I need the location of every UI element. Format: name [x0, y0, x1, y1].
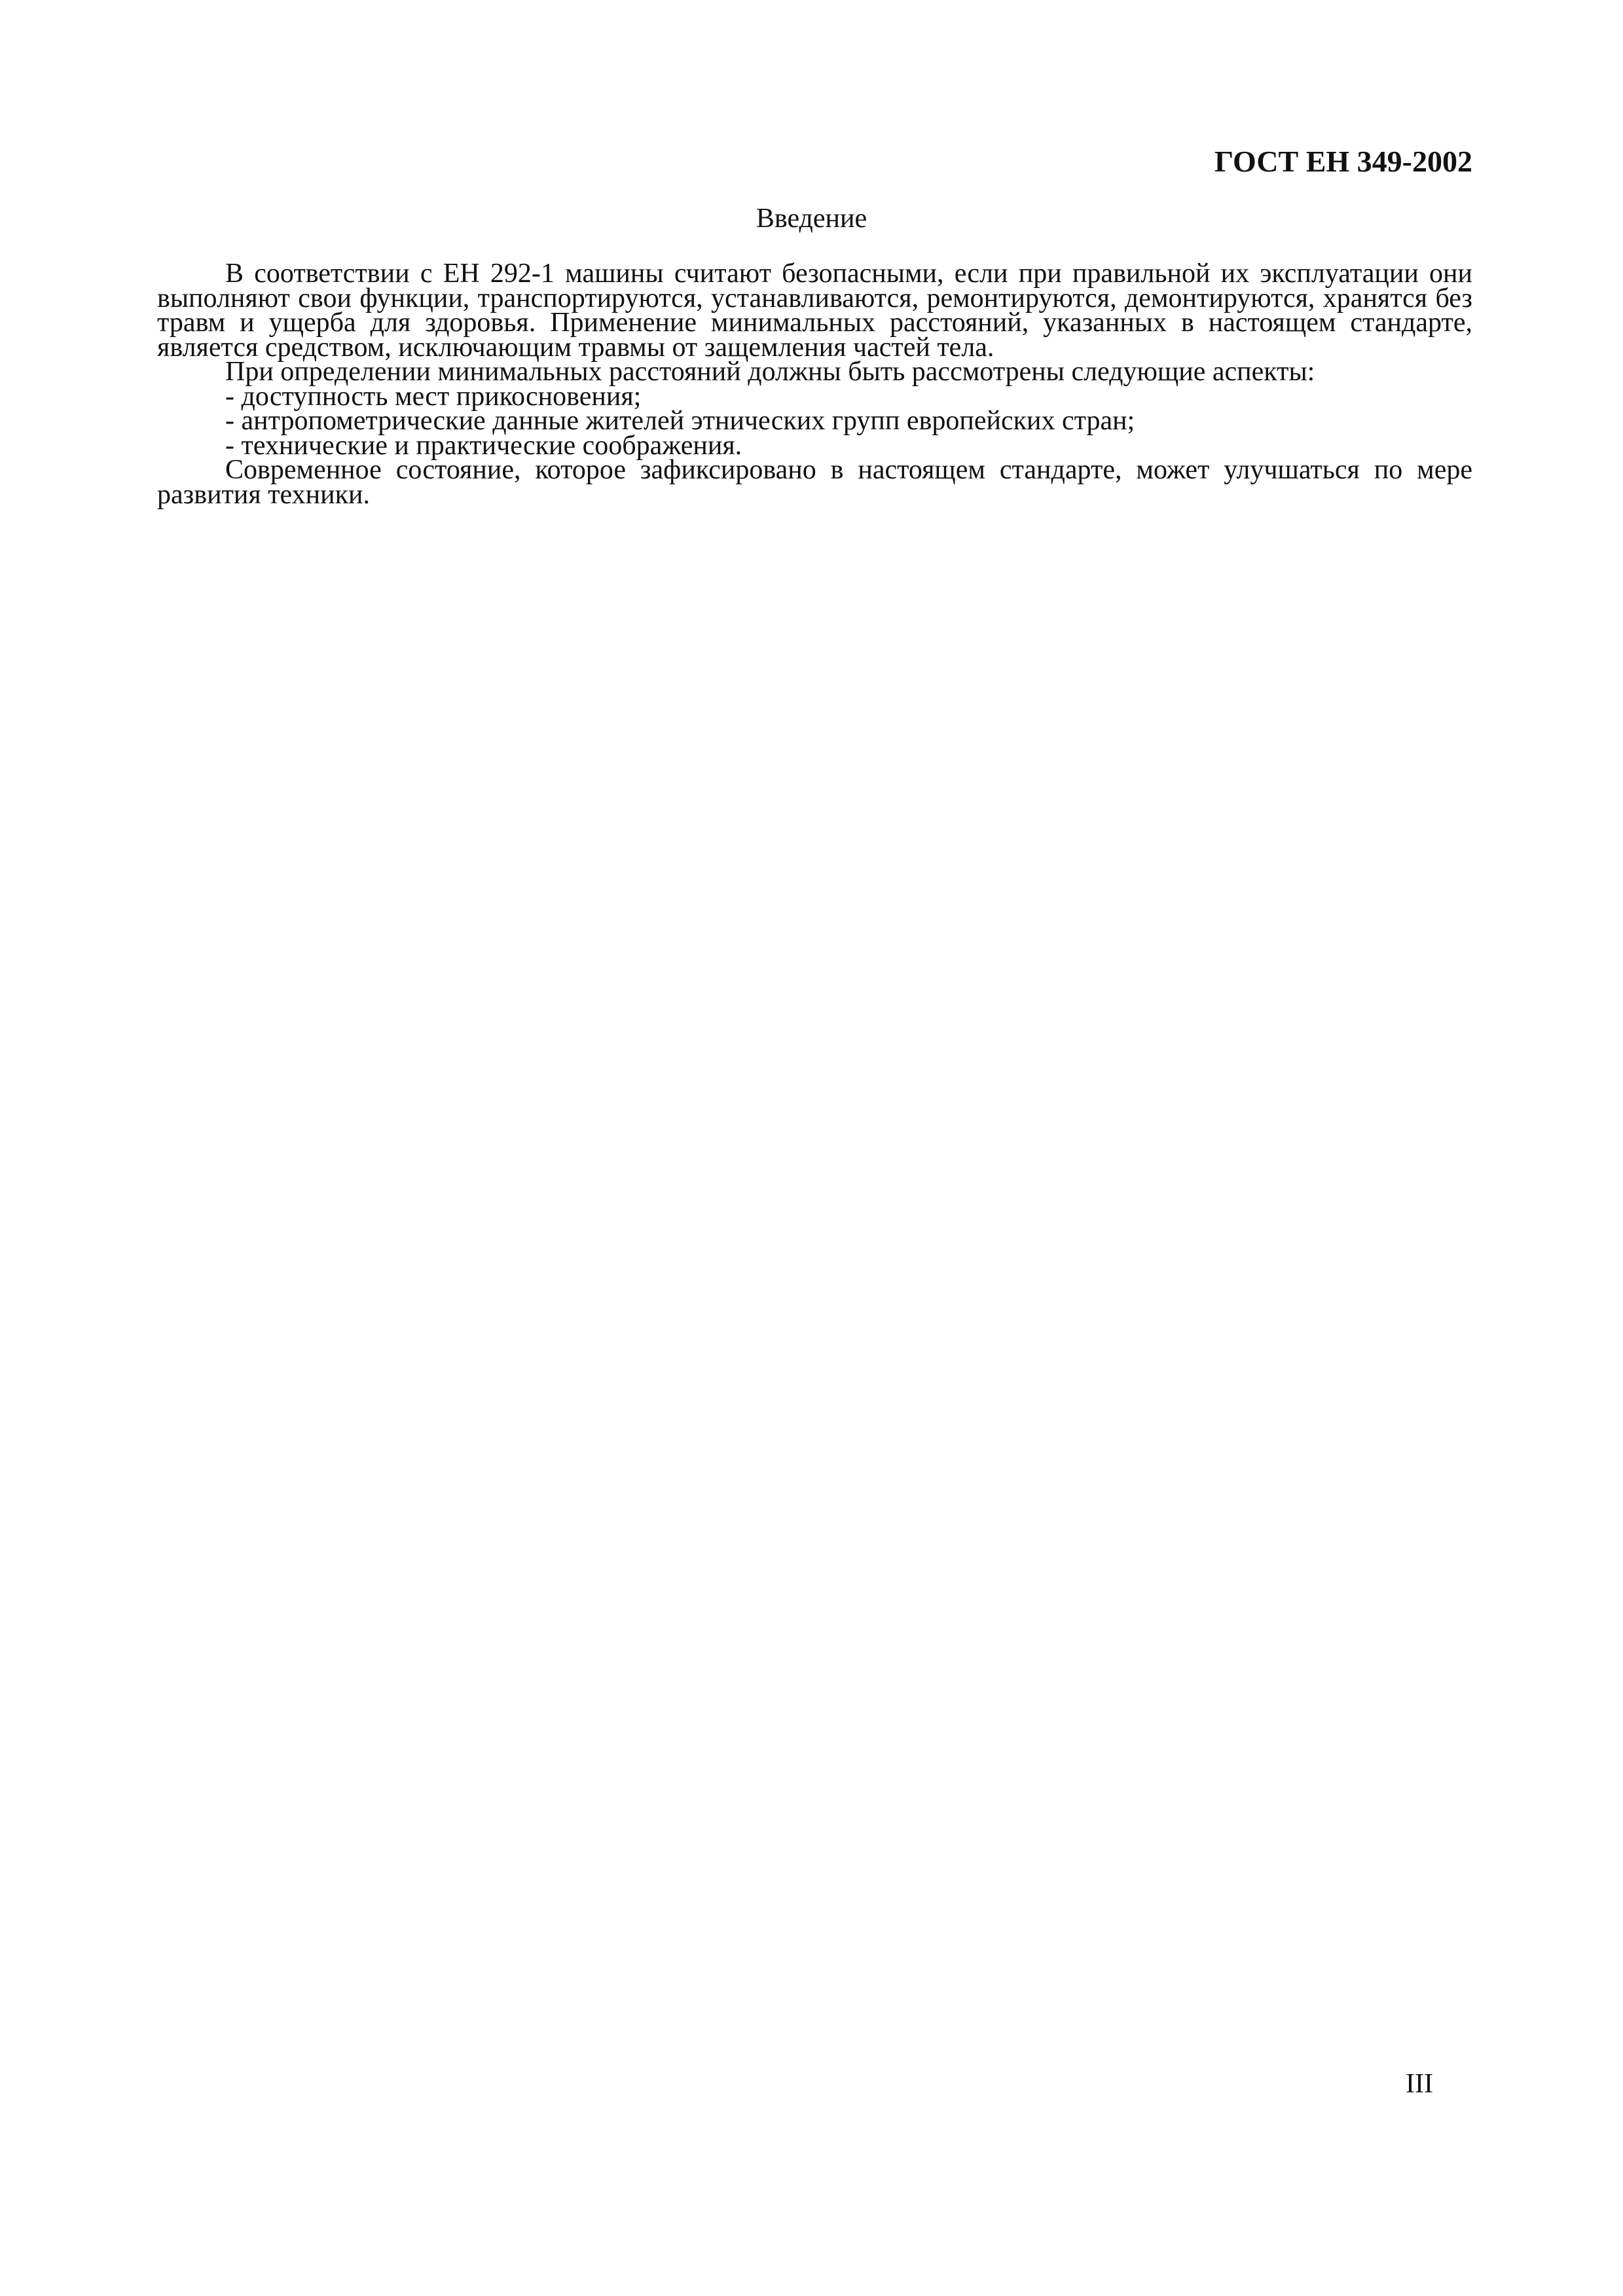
document-code: ГОСТ ЕН 349-2002 — [1214, 145, 1472, 178]
list-item-anthropometric: - антропометрические данные жителей этнических групп европейских стран; — [225, 406, 1135, 436]
section-title: Введение — [756, 204, 867, 234]
paragraph-state-of-art: Современное состояние, которое зафиксировано в настоящем стандарте, может улучшаться по мере развития техники. — [157, 455, 1472, 510]
body-text — [157, 259, 1472, 510]
paragraph-aspects: При определении минимальных расстояний должны быть рассмотрены следующие аспекты: — [225, 357, 1315, 387]
list-item-accessibility: - доступность мест прикосновения; — [225, 381, 642, 412]
list-item-technical: - технические и практические соображения. — [225, 430, 742, 461]
paragraph-intro: В соответствии с ЕН 292-1 машины считают безопасными, если при правильной их эксплуатации они выполняют свои функции, транспортируются, устанавливаются, ремонтируются, демонтируются, хранятся без травм и ущерба для здоровья. Применение минимальных расстояний, указанных в настоящем стандарте, является средством, исключающим травмы от защемления частей тела. — [157, 259, 1472, 363]
page-number: III — [1406, 2069, 1433, 2099]
